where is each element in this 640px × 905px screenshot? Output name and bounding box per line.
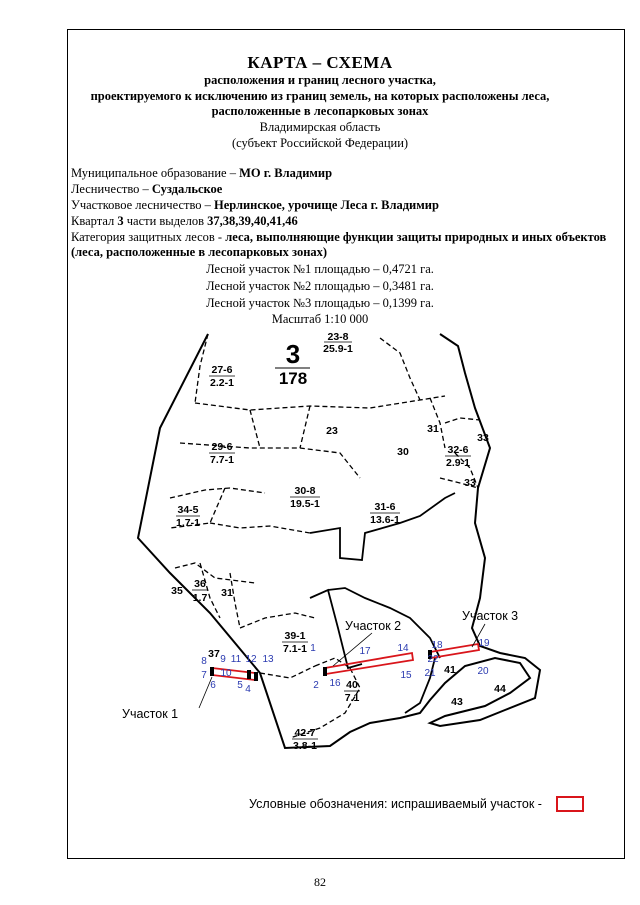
point-label: 15 — [400, 670, 412, 681]
subject-note: (субъект Российской Федерации) — [231, 136, 409, 150]
section-number: 30 — [397, 446, 409, 458]
section-number: 41 — [444, 664, 456, 676]
region: Владимирская область — [259, 120, 381, 134]
section-number: 33 — [464, 477, 476, 489]
callout-leaders — [199, 624, 485, 708]
section-area: 7.1-1 — [283, 643, 307, 655]
point-label: 5 — [237, 680, 243, 691]
quarter-number: 3 — [117, 214, 124, 228]
point-label: 22 — [427, 654, 439, 665]
page-number: 82 — [314, 875, 326, 889]
point-label: 6 — [210, 680, 216, 691]
point-label: 20 — [477, 666, 489, 677]
forestry-line — [71, 182, 222, 197]
quarter-line — [71, 214, 298, 229]
section-number: 33 — [477, 432, 489, 444]
point-label: 16 — [329, 678, 341, 689]
plot-1-area: Лесной участок №1 площадью – 0,4721 га. — [206, 262, 434, 276]
plot-2-area: Лесной участок №2 площадью – 0,3481 га. — [206, 279, 434, 293]
subtitle-line-2: проектируемого к исключению из границ земель, на которых расположены леса, — [90, 89, 550, 103]
section-number: 37 — [208, 648, 220, 660]
forestry-value: Суздальское — [151, 182, 223, 196]
section-area: 1.7 — [192, 592, 208, 604]
section-number: 35 — [171, 585, 183, 597]
point-label: 4 — [245, 684, 251, 695]
section-number: 23-8 — [327, 331, 349, 343]
section-area: 2.2-1 — [210, 377, 234, 389]
callout-plot-2: Участок 2 — [345, 619, 402, 633]
section-number: 31 — [221, 587, 233, 599]
legend-text: Условные обозначения: испрашиваемый участок - — [249, 797, 542, 811]
municipality-value: МО г. Владимир — [239, 166, 333, 180]
quarter-sections: 37,38,39,40,41,46 — [207, 214, 298, 228]
point-label: 1 — [310, 643, 316, 654]
legend-swatch — [556, 796, 584, 812]
section-number: 40 — [346, 679, 358, 691]
point-label: 17 — [359, 646, 371, 657]
category-line — [71, 230, 611, 260]
point-label: 10 — [220, 668, 232, 679]
section-area: 7.7-1 — [210, 454, 234, 466]
section-number: 42-7 — [294, 727, 316, 739]
quarter-label-2: части выделов — [123, 214, 208, 228]
point-label: 21 — [424, 668, 436, 679]
point-label: 8 — [201, 656, 207, 667]
district-value: Нерлинское, урочище Леса г. Владимир — [214, 198, 439, 212]
callout-plot-3: Участок 3 — [462, 609, 519, 623]
section-number: 36 — [194, 578, 206, 590]
section-number: 34-5 — [177, 504, 199, 516]
section-area: 13.6-1 — [370, 514, 400, 526]
point-label: 13 — [262, 654, 274, 665]
section-number: 44 — [494, 683, 506, 695]
point-label: 12 — [245, 654, 257, 665]
section-number: 30-8 — [294, 485, 316, 497]
callout-plot-1: Участок 1 — [122, 707, 179, 721]
municipality-line — [71, 166, 332, 181]
section-number: 31-6 — [374, 501, 396, 513]
point-label: 18 — [431, 640, 443, 651]
section-number: 29-6 — [211, 441, 233, 453]
section-number: 43 — [451, 696, 463, 708]
municipality-label: Муниципальное образование – — [71, 166, 240, 180]
subtitle-line-1: расположения и границ лесного участка, — [204, 73, 436, 87]
category-label: Категория защитных лесов - — [71, 230, 226, 244]
document-title: КАРТА – СХЕМА — [247, 53, 393, 72]
section-area: 3.8-1 — [293, 740, 317, 752]
forestry-label: Лесничество – — [71, 182, 152, 196]
forest-map — [100, 328, 550, 768]
section-number: 27-6 — [211, 364, 233, 376]
point-label: 9 — [220, 654, 226, 665]
section-area: 19.5-1 — [290, 498, 320, 510]
point-label: 19 — [478, 638, 490, 649]
quarter-number-label: 3 — [285, 339, 301, 369]
point-label: 7 — [201, 670, 207, 681]
district-line — [71, 198, 439, 213]
category-value: леса, выполняющие функции защиты природных и иных объектов (леса, расположенные в лесопарковых зонах) — [71, 230, 607, 259]
section-number: 32-6 — [447, 444, 469, 456]
section-number: 31 — [427, 423, 439, 435]
map-scale: Масштаб 1:10 000 — [271, 312, 369, 326]
section-area: 7.1 — [344, 692, 360, 704]
district-label: Участковое лесничество – — [71, 198, 215, 212]
quarter-area-label: 178 — [278, 369, 308, 388]
point-label: 2 — [313, 680, 319, 691]
plot-3-area: Лесной участок №3 площадью – 0,1399 га. — [206, 296, 434, 310]
section-number: 39-1 — [284, 630, 306, 642]
section-area: 1.7-1 — [176, 517, 200, 529]
section-area: 25.9-1 — [323, 343, 353, 355]
section-area: 2.9-1 — [446, 457, 470, 469]
section-number: 23 — [326, 425, 338, 437]
subtitle-line-3: расположенные в лесопарковых зонах — [211, 104, 429, 118]
point-label: 14 — [397, 643, 409, 654]
quarter-label: Квартал — [71, 214, 118, 228]
point-label: 11 — [230, 654, 242, 665]
